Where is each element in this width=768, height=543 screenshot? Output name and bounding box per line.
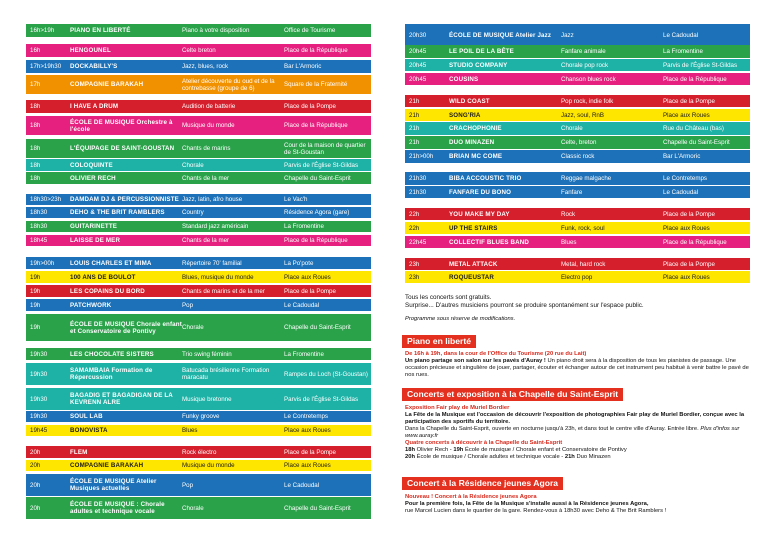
event-time: 23h [409, 273, 420, 281]
event-place: Chapelle du Saint-Esprit [284, 324, 351, 331]
event-place: Le Cadoudal [663, 188, 699, 196]
left-row-21 [26, 388, 371, 410]
event-time: 21h30 [409, 188, 427, 196]
event-time: 18h [30, 174, 41, 182]
event-place: Place de la Pompe [663, 260, 715, 268]
note-surprise: Surprise... D'autres musiciens pourront se produire spontanément sur l'espace public. [405, 302, 644, 309]
event-time: 19h [30, 301, 41, 309]
event-place: Place de la République [284, 237, 348, 244]
event-name: COUSINS [449, 75, 479, 83]
event-name: I HAVE A DRUM [70, 103, 119, 110]
event-time: 19h [30, 324, 41, 331]
event-time: 22h45 [409, 238, 427, 246]
event-place: Place de la Pompe [663, 97, 715, 105]
event-style: Celte breton [182, 47, 216, 54]
event-name: COMPAGNIE BARAKAH [70, 462, 144, 469]
left-row-8 [26, 159, 371, 171]
event-style: Blues [561, 238, 577, 246]
event-time: 21h [409, 97, 420, 105]
left-row-20 [26, 363, 371, 385]
event-time: 18h45 [30, 237, 48, 244]
piano-section [405, 351, 750, 379]
event-name: COMPAGNIE BARAKAH [70, 81, 144, 88]
event-name: FLEM [70, 448, 88, 456]
event-place: Chapelle du Saint-Esprit [663, 139, 730, 146]
event-place: Place de la République [663, 75, 727, 83]
event-time: 19h30 [30, 413, 48, 420]
event-time: 22h [409, 224, 420, 232]
event-name: STUDIO COMPANY [449, 61, 508, 69]
event-place: Office de Tourisme [284, 27, 336, 34]
event-style: Celte, breton [561, 139, 597, 146]
event-time: 23h [409, 260, 420, 268]
event-name: ROQUEUSTAR [449, 273, 495, 281]
event-name: HENGOUNEL [70, 47, 111, 54]
event-place: Le Cadoudal [284, 301, 320, 309]
event-style: Chanson blues rock [561, 75, 616, 83]
piano-lead: Un piano partage son salon sur les pavés d'Auray ! [405, 358, 546, 364]
event-style: Fanfare [561, 188, 583, 196]
event-place: Place aux Roues [284, 427, 331, 434]
event-style: Musique bretonne [182, 395, 232, 403]
agora-section [405, 494, 750, 515]
agora-header: Concert à la Résidence jeunes Agora [402, 477, 563, 490]
event-style: Metal, hard rock [561, 260, 606, 268]
event-time: 19h45 [30, 427, 48, 434]
event-name: LE POIL DE LA BÊTE [449, 48, 514, 55]
event-name: BRIAN MC COME [449, 153, 503, 160]
event-style: Standard jazz américain [182, 223, 249, 230]
event-style: Batucada brésilienne Formation maracatu [182, 367, 270, 381]
event-time: 18h [30, 161, 41, 169]
left-row-2 [26, 44, 371, 57]
expo-section [405, 405, 750, 461]
event-name: WILD COAST [449, 97, 490, 105]
left-row-16 [26, 285, 371, 297]
piano-when: De 16h à 19h, dans la cour de l'Office du Tourisme (20 rue du Lait) [405, 351, 587, 357]
event-style: Atelier découverte du oud et de la contrebasse (groupe de 6) [182, 77, 275, 92]
left-row-6 [26, 116, 371, 135]
event-place: Le Cadoudal [284, 481, 320, 489]
left-row-12 [26, 221, 371, 232]
event-place: La Po'pote [284, 259, 314, 267]
event-name: SONG'RIA [449, 111, 481, 119]
left-row-26 [26, 474, 371, 496]
agora-subtitle: Nouveau ! Concert à la Résidence jeunes Agora [405, 494, 537, 500]
event-name: DOCKABILLY'S [70, 63, 118, 70]
expo-concerts-line2: 20h École de musique / Chorale adultes et technique vocale - 21h Duo Minazen [405, 454, 611, 460]
event-name: GUITARINETTE [70, 223, 118, 230]
event-name: LES COPAINS DU BORD [70, 287, 145, 295]
right-row-3 [405, 59, 750, 71]
event-style: Pop rock, indie folk [561, 97, 614, 105]
event-name: DAMDAM DJ & PERCUSSIONNISTE [70, 196, 179, 203]
event-style: Country [182, 209, 204, 216]
event-time: 20h45 [409, 61, 427, 69]
event-style: Rock électro [182, 448, 217, 456]
event-name: SAMAMBAIA Formation de Répercussion [70, 367, 153, 381]
right-row-14 [405, 236, 750, 248]
event-place: Place aux Roues [663, 273, 710, 281]
event-place: Chapelle du Saint-Esprit [284, 504, 351, 512]
event-place: La Fromentine [663, 48, 703, 55]
event-place: Résidence Agora (gare) [284, 209, 350, 216]
event-name: DEHO & THE BRIT RAMBLERS [70, 209, 165, 216]
right-row-9 [405, 150, 750, 163]
event-place: Place de la Pompe [284, 287, 336, 295]
left-row-7 [26, 139, 371, 158]
expo-body: Dans la Chapelle du Saint-Esprit, ouverte en nocturne jusqu'à 23h, et dans tout le centre ville d'Auray. Entrée libre. [405, 426, 699, 432]
event-style: Chorale [182, 161, 204, 169]
event-place: Place de la République [284, 122, 348, 129]
event-name: CRACHOPHONIE [449, 125, 502, 132]
event-time: 17h>19h30 [30, 63, 62, 70]
general-notes [405, 294, 750, 323]
event-time: 17h [30, 81, 41, 88]
expo-concerts-line1: 18h Olivier Rech - 19h École de musique / Chorale enfant et Conservatoire de Pontivy [405, 447, 627, 453]
event-time: 18h [30, 145, 41, 152]
right-row-6 [405, 109, 750, 121]
event-time: 19h [30, 273, 41, 281]
event-style: Chorale [182, 324, 204, 331]
event-name: ÉCOLE DE MUSIQUE : Chorale adultes et technique vocale [70, 501, 165, 515]
event-style: Audition de batterie [182, 103, 236, 110]
event-name: BONOVISTA [70, 427, 108, 434]
event-time: 21h30 [409, 175, 427, 182]
event-place: Place aux Roues [284, 273, 331, 281]
event-time: 20h [30, 462, 41, 469]
left-row-22 [26, 411, 371, 422]
event-place: Bar L'Armoric [663, 153, 701, 160]
piano-body: Un piano droit sera à la disposition de tous les pianistes de passage. Une occasion précieuse et singulière de jouer, partager, écouter et échanger autour de cet instrument peu habitué à venir battre le pavé de nos rues. [405, 358, 749, 378]
right-row-12 [405, 208, 750, 220]
left-row-5 [26, 100, 371, 113]
event-place: Le Contretemps [663, 175, 708, 182]
event-time: 21h>00h [409, 153, 434, 160]
event-style: Musique du monde [182, 122, 235, 129]
piano-header: Piano en liberté [402, 335, 476, 348]
event-style: Blues [182, 427, 198, 434]
event-place: Place de la Pompe [663, 210, 715, 218]
expo-header: Concerts et exposition à la Chapelle du Saint-Esprit [402, 388, 623, 401]
left-row-13 [26, 235, 371, 246]
event-style: Funk, rock, soul [561, 224, 605, 232]
agora-lead: Pour la première fois, la Fête de la Musique s'installe aussi à la Résidence jeunes Agora, [405, 501, 649, 507]
event-style: Classic rock [561, 153, 595, 160]
event-style: Chants de la mer [182, 174, 230, 182]
event-style: Pop [182, 481, 194, 489]
event-name: DUO MINAZEN [449, 139, 495, 146]
event-name: FANFARE DU BONO [449, 188, 512, 196]
event-place: Parvis de l'Église St-Gildas [663, 61, 738, 69]
agora-body: rue Marcel Lucien dans le quartier de la gare. Rendez-vous à 18h30 avec Deho & The Brit Ramblers ! [405, 508, 667, 514]
event-time: 16h>19h [30, 27, 55, 34]
expo-subtitle: Exposition Fair play de Muriel Bordier [405, 405, 510, 411]
event-time: 16h [30, 47, 41, 54]
event-name: ÉCOLE DE MUSIQUE Orchestre à l'école [70, 118, 173, 133]
event-style: Chants de marins [182, 145, 231, 152]
event-place: Le Vac'h [284, 196, 308, 203]
left-row-24 [26, 446, 371, 458]
event-style: Chorale [182, 504, 204, 512]
left-row-27 [26, 497, 371, 519]
event-name: METAL ATTACK [449, 260, 498, 268]
right-row-15 [405, 258, 750, 270]
event-place: Le Contretemps [284, 413, 329, 420]
event-name: PATCHWORK [70, 301, 112, 309]
right-row-2 [405, 45, 750, 58]
left-row-11 [26, 207, 371, 218]
event-time: 18h30 [30, 223, 48, 230]
event-place: La Fromentine [284, 350, 324, 358]
left-row-4 [26, 75, 371, 94]
event-time: 20h30 [409, 31, 427, 39]
right-row-4 [405, 73, 750, 85]
note-free: Tous les concerts sont gratuits. [405, 294, 492, 301]
event-style: Chorale [561, 125, 583, 132]
right-row-5 [405, 95, 750, 107]
event-style: Jazz, latin, afro house [182, 196, 243, 203]
right-row-11 [405, 186, 750, 198]
event-name: ÉCOLE DE MUSIQUE Chorale enfant et Conservatoire de Pontivy [70, 320, 182, 335]
right-row-8 [405, 136, 750, 149]
left-row-17 [26, 299, 371, 311]
event-time: 18h [30, 103, 41, 110]
event-time: 20h [30, 448, 41, 456]
left-row-10 [26, 194, 371, 205]
event-place: Cour de la maison de quartier de St-Goustan [284, 141, 366, 156]
event-place: Place aux Roues [663, 111, 710, 119]
event-style: Pop [182, 301, 194, 309]
event-style: Jazz, blues, rock [182, 63, 229, 70]
left-row-14 [26, 257, 371, 269]
event-name: BAGADIG ET BAGADIGAN DE LA KEVRENN ALRE [70, 392, 173, 406]
event-style: Piano à votre disposition [182, 27, 250, 34]
right-row-7 [405, 122, 750, 135]
left-row-23 [26, 425, 371, 436]
event-name: SOUL LAB [70, 413, 103, 420]
event-time: 18h30 [30, 209, 48, 216]
event-time: 21h [409, 139, 420, 146]
event-style: Chorale pop rock [561, 61, 609, 69]
right-row-10 [405, 172, 750, 185]
event-style: Fanfare animale [561, 48, 606, 55]
event-place: Place de la Pompe [284, 103, 336, 110]
event-style: Musique du monde [182, 462, 235, 469]
event-style: Trio swing féminin [182, 350, 232, 358]
event-name: LAISSE DE MER [70, 237, 121, 244]
note-disclaimer: Programme sous réserve de modifications. [405, 316, 516, 322]
event-style: Répertoire 70' familial [182, 259, 242, 267]
right-row-13 [405, 222, 750, 234]
event-time: 18h30>23h [30, 196, 62, 203]
expo-lead: La Fête de la Musique est l'occasion de découvrir l'exposition de photographies Fair play de Muriel Bordier, conçue avec la participation des sportifs du territoire. [405, 412, 745, 425]
event-name: LES CHOCOLATE SISTERS [70, 350, 154, 358]
expo-concerts-subtitle: Quatre concerts à découvrir à la Chapelle du Saint-Esprit [405, 440, 563, 446]
event-place: Place de la République [663, 238, 727, 246]
expo-more-link[interactable]: Plus d'infos sur www.auray.fr [405, 426, 740, 439]
left-row-25 [26, 460, 371, 471]
event-time: 20h [30, 504, 41, 512]
event-place: Place aux Roues [663, 224, 710, 232]
event-place: La Fromentine [284, 223, 324, 230]
event-place: Place aux Roues [284, 462, 331, 469]
event-style: Electro pop [561, 273, 593, 281]
event-style: Chants de marins et de la mer [182, 287, 265, 295]
event-place: Parvis de l'Église St-Gildas [284, 161, 359, 169]
event-style: Reggae malgache [561, 175, 612, 182]
event-place: Square de la Fraternité [284, 81, 348, 88]
event-name: PIANO EN LIBERTÉ [70, 27, 131, 34]
event-name: 100 ANS DE BOULOT [70, 273, 136, 281]
left-row-9 [26, 172, 371, 184]
event-time: 21h [409, 125, 420, 132]
event-name: UP THE STAIRS [449, 224, 498, 232]
event-style: Rock [561, 210, 576, 218]
event-time: 19h [30, 287, 41, 295]
event-name: L'ÉQUIPAGE DE SAINT-GOUSTAN [70, 145, 175, 152]
event-name: LOUIS CHARLES ET MIMA [70, 259, 152, 267]
right-row-1 [405, 24, 750, 46]
event-name: YOU MAKE MY DAY [449, 210, 510, 218]
event-time: 19h30 [30, 370, 48, 378]
event-name: COLLECTIF BLUES BAND [449, 238, 529, 246]
event-place: Rue du Château (bas) [663, 125, 724, 132]
event-time: 21h [409, 111, 420, 119]
event-place: Chapelle du Saint-Esprit [284, 174, 351, 182]
event-style: Jazz [561, 31, 574, 39]
left-row-18 [26, 314, 371, 341]
event-place: Place de la République [284, 47, 348, 54]
event-place: Parvis de l'Église St-Gildas [284, 395, 359, 403]
event-time: 22h [409, 210, 420, 218]
event-name: COLOQUINTE [70, 161, 113, 169]
event-time: 18h [30, 122, 41, 129]
event-style: Chants de la mer [182, 237, 230, 244]
event-time: 19h30 [30, 395, 48, 403]
event-time: 19h>00h [30, 259, 55, 267]
event-name: ÉCOLE DE MUSIQUE Atelier Musiques actuelles [70, 478, 157, 492]
left-row-3 [26, 60, 371, 73]
event-place: Le Cadoudal [663, 31, 699, 39]
event-style: Blues, musique du monde [182, 273, 254, 281]
left-row-15 [26, 271, 371, 283]
event-time: 20h45 [409, 75, 427, 83]
event-name: BIBA ACCOUSTIC TRIO [449, 175, 522, 182]
left-row-19 [26, 348, 371, 360]
left-row-1 [26, 24, 371, 37]
event-place: Bar L'Armoric [284, 63, 322, 70]
event-place: Place de la Pompe [284, 448, 336, 456]
event-place: Rampes du Loch (St-Goustan) [284, 370, 368, 378]
event-name: ÉCOLE DE MUSIQUE Atelier Jazz [449, 31, 552, 39]
event-time: 20h45 [409, 48, 427, 55]
event-time: 20h [30, 481, 41, 489]
right-row-16 [405, 271, 750, 283]
event-name: OLIVIER RECH [70, 174, 116, 182]
event-time: 19h30 [30, 350, 48, 358]
event-style: Funky groove [182, 413, 220, 420]
event-style: Jazz, soul, RnB [561, 111, 604, 119]
